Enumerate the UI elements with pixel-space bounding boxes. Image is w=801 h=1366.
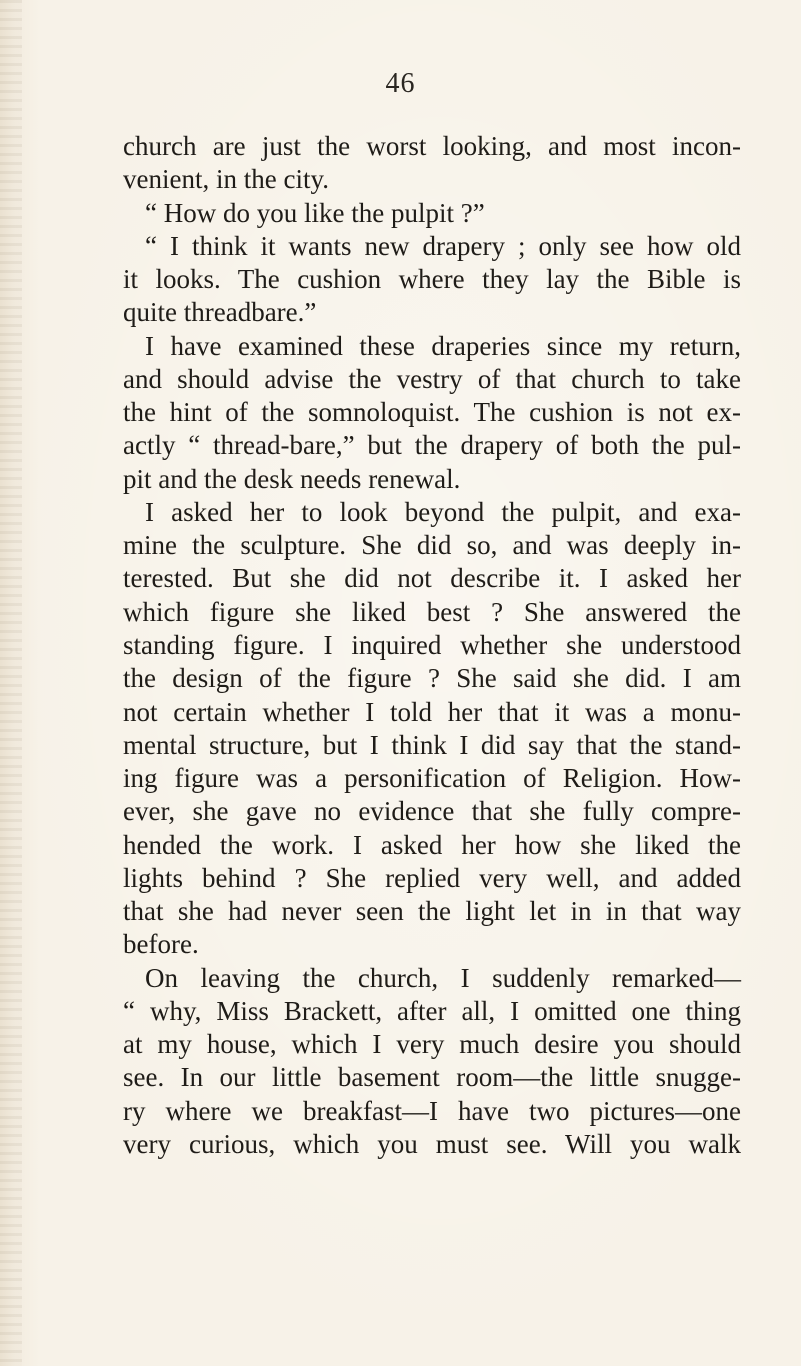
text-line: lights behind ? She replied very well, and added — [123, 862, 741, 893]
text-line: very curious, which you must see. Will you walk — [123, 1128, 741, 1159]
text-line: not certain whether I told her that it was a monu- — [123, 696, 741, 727]
text-line: at my house, which I very much desire you should — [123, 1029, 741, 1060]
text-line: ry where we breakfast—I have two pictures—one — [123, 1095, 741, 1126]
text-line: I asked her to look beyond the pulpit, and exa- — [145, 496, 741, 527]
text-line: mine the sculpture. She did so, and was deeply in- — [123, 530, 741, 561]
text-line: the hint of the somnoloquist. The cushion is not ex- — [123, 397, 741, 428]
text-line: that she had never seen the light let in in that way — [123, 896, 741, 927]
text-line: pit and the desk needs renewal. — [123, 463, 461, 494]
text-line: actly “ thread-bare,” but the drapery of both the pul- — [123, 430, 741, 461]
text-line: it looks. The cushion where they lay the Bible is — [123, 264, 741, 295]
body-text — [123, 130, 741, 1161]
text-line: see. In our little basement room—the little snugge- — [123, 1062, 741, 1093]
text-line: ever, she gave no evidence that she fully compre- — [123, 796, 741, 827]
text-line: church are just the worst looking, and most incon- — [123, 131, 741, 161]
text-line: ing figure was a personification of Religion. How- — [123, 763, 741, 794]
page-binding-edge — [0, 0, 22, 1366]
text-line: mental structure, but I think I did say that the stand- — [123, 729, 741, 760]
text-line: “ How do you like the pulpit ?” — [145, 197, 485, 228]
text-line: hended the work. I asked her how she liked the — [123, 829, 741, 860]
text-line: “ I think it wants new drapery ; only see how old — [145, 230, 741, 261]
text-line: before. — [123, 929, 199, 960]
text-line: On leaving the church, I suddenly remarked— — [145, 962, 741, 993]
text-line: I have examined these draperies since my return, — [145, 330, 741, 361]
text-line: terested. But she did not describe it. I asked her — [123, 563, 741, 594]
text-line: venient, in the city. — [123, 164, 329, 195]
page-number: 46 — [385, 68, 416, 99]
text-line: which figure she liked best ? She answered the — [123, 596, 741, 627]
text-line: and should advise the vestry of that church to take — [123, 363, 741, 394]
text-line: the design of the figure ? She said she did. I am — [123, 663, 741, 694]
text-line: “ why, Miss Brackett, after all, I omitted one thing — [123, 995, 741, 1026]
text-line: standing figure. I inquired whether she understood — [123, 629, 741, 660]
text-line: quite threadbare.” — [123, 297, 317, 328]
